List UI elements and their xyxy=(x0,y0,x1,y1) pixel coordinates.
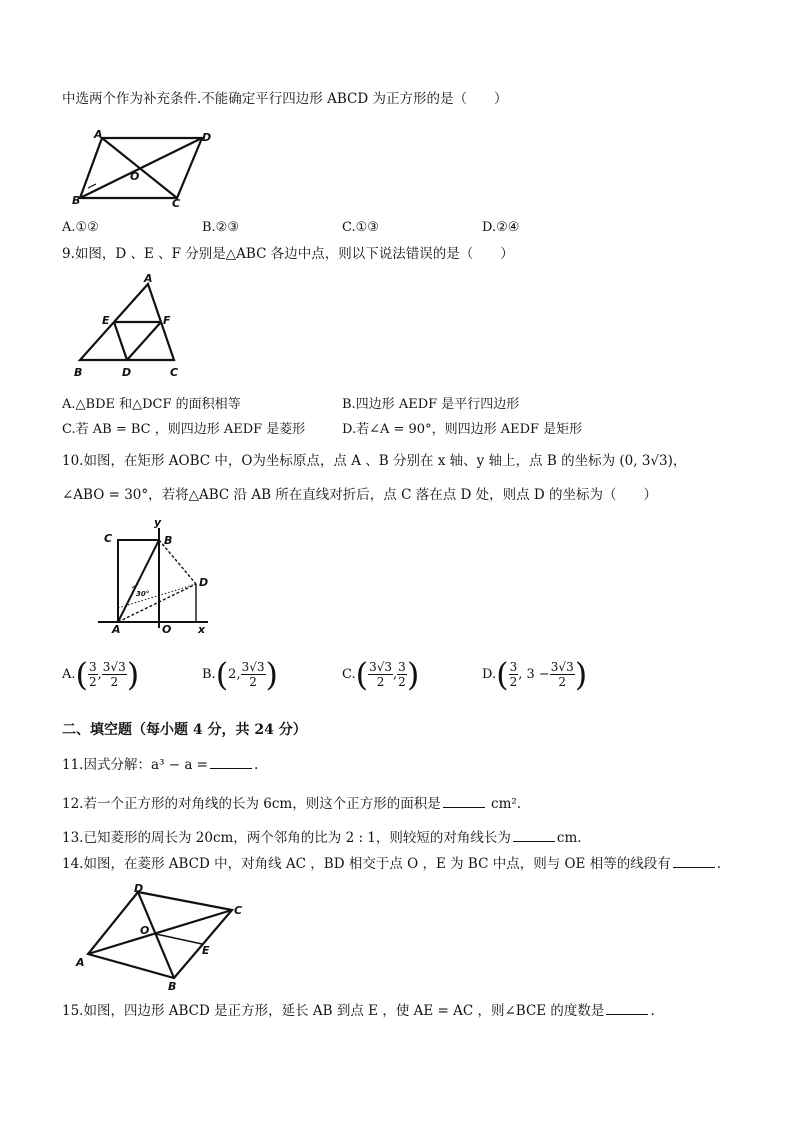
q10-line1: 10.如图，在矩形 AOBC 中，O为坐标原点，点 A 、B 分别在 x 轴、y 轴上，点 B 的坐标为 (0, 3√3)， xyxy=(62,453,687,469)
q9-label-f: F xyxy=(163,314,171,327)
q14-label-c: C xyxy=(234,904,243,917)
q14-answer-blank[interactable] xyxy=(673,855,715,868)
section-heading: 二、填空题（每小题 4 分，共 24 分） xyxy=(62,722,307,738)
q10-option-b: B.(2, $\frac{3√3}{2}$ ) xyxy=(202,655,278,694)
q8-option-b: B.②③ xyxy=(202,220,239,235)
q12-end: cm². xyxy=(486,796,522,812)
q10-option-a: A.( $\frac{3}{2}$ , $\frac{3√3}{2}$ ) xyxy=(62,655,140,694)
q8-option-a: A.①② xyxy=(62,220,99,235)
q10-line2: ∠ABO = 30°，若将△ABC 沿 AB 所在直线对折后，点 C 落在点 D 处，则点 D 的坐标为（ ） xyxy=(62,487,658,503)
fraction: $\frac{3√3}{2}$ xyxy=(369,660,393,689)
q10-label-c: C xyxy=(104,532,113,545)
q10-option-b-first: 2, xyxy=(228,667,241,682)
fraction: $\frac{3√3}{2}$ xyxy=(241,660,265,689)
q12-answer-blank[interactable] xyxy=(443,795,485,808)
q8-label-o: O xyxy=(130,170,140,183)
fraction: $\frac{3}{2}$ xyxy=(509,660,518,689)
q15 xyxy=(62,1002,655,1020)
q13-text: 13.已知菱形的周长为 20cm，两个邻角的比为 2 : 1，则较短的对角线长为 xyxy=(62,830,511,846)
q10-label-x: x xyxy=(198,623,206,636)
q8-option-c: C.①③ xyxy=(342,220,379,235)
q10-label-a: A xyxy=(112,623,121,636)
q9-figure xyxy=(72,272,192,386)
fraction: $\frac{3√3}{2}$ xyxy=(102,660,126,689)
q8-label-d: D xyxy=(202,131,212,144)
q8-label-a: A xyxy=(94,128,103,141)
q10-label-b: B xyxy=(164,534,173,547)
q12 xyxy=(62,795,521,813)
q10-option-d-mid: , 3 − xyxy=(518,667,550,682)
q14-label-b: B xyxy=(168,980,177,992)
q9-text: 9.如图，D 、E 、F 分别是△ABC 各边中点，则以下说法错误的是（ ） xyxy=(62,246,514,262)
q8-label-c: C xyxy=(172,197,181,208)
q13-answer-blank[interactable] xyxy=(513,829,555,842)
q9-option-b: B.四边形 AEDF 是平行四边形 xyxy=(342,397,520,412)
q9-option-c: C.若 AB = BC ，则四边形 AEDF 是菱形 xyxy=(62,422,306,437)
q14-text: 14.如图，在菱形 ABCD 中，对角线 AC ，BD 相交于点 O ，E 为 BC 中点，则与 OE 相等的线段有 xyxy=(62,856,671,872)
q9-label-e: E xyxy=(102,314,110,327)
q8-text: 中选两个作为补充条件.不能确定平行四边形 ABCD 为正方形的是（ ） xyxy=(62,91,508,107)
q9-label-b: B xyxy=(74,366,83,379)
q8-option-d: D.②④ xyxy=(482,220,520,235)
q8-figure xyxy=(72,128,212,212)
q14-label-e: E xyxy=(202,944,210,957)
q11-text: 11.因式分解：a³ − a = xyxy=(62,757,208,773)
q9-option-d: D.若∠A = 90°，则四边形 AEDF 是矩形 xyxy=(342,422,583,437)
q10-option-c: C.( $\frac{3√3}{2}$ , $\frac{3}{2}$ ) xyxy=(342,655,420,694)
q15-end: . xyxy=(650,1003,655,1019)
q10-label-y: y xyxy=(154,518,162,529)
fraction: $\frac{3}{2}$ xyxy=(398,660,406,689)
q14-figure xyxy=(70,880,260,996)
q11 xyxy=(62,756,258,774)
fraction: $\frac{3}{2}$ xyxy=(89,660,97,689)
q14 xyxy=(62,855,721,873)
q12-text: 12.若一个正方形的对角线的长为 6cm，则这个正方形的面积是 xyxy=(62,796,441,812)
q11-answer-blank[interactable] xyxy=(210,756,252,769)
q10-label-o: O xyxy=(162,623,172,636)
q10-angle-label: 30° xyxy=(136,590,150,598)
q8-label-b: B xyxy=(72,194,81,207)
q14-end: . xyxy=(716,856,722,872)
q9-label-c: C xyxy=(170,366,179,379)
q9-label-a: A xyxy=(144,272,153,285)
q10-option-a-prefix: A. xyxy=(62,667,76,682)
q10-option-c-prefix: C. xyxy=(342,667,356,682)
q14-label-a: A xyxy=(76,956,85,969)
q15-text: 15.如图，四边形 ABCD 是正方形，延长 AB 到点 E ，使 AE = AC ，则∠BCE 的度数是 xyxy=(62,1003,605,1019)
q14-label-o: O xyxy=(140,924,150,937)
q10-option-d: D.( $\frac{3}{2}$ , 3 − $\frac{3√3}{2}$ ) xyxy=(482,655,588,694)
q13-end: cm. xyxy=(556,830,582,846)
q14-label-d: D xyxy=(134,882,144,895)
q9-label-d: D xyxy=(122,366,132,379)
q11-end: . xyxy=(253,757,259,773)
q9-option-a: A.△BDE 和△DCF 的面积相等 xyxy=(62,397,241,412)
q10-label-d: D xyxy=(199,576,209,589)
fraction: $\frac{3√3}{2}$ xyxy=(550,660,574,689)
q15-answer-blank[interactable] xyxy=(606,1002,648,1015)
q10-figure xyxy=(98,518,223,640)
q13 xyxy=(62,829,582,847)
q10-option-b-prefix: B. xyxy=(202,667,216,682)
q10-option-d-prefix: D. xyxy=(482,667,497,682)
